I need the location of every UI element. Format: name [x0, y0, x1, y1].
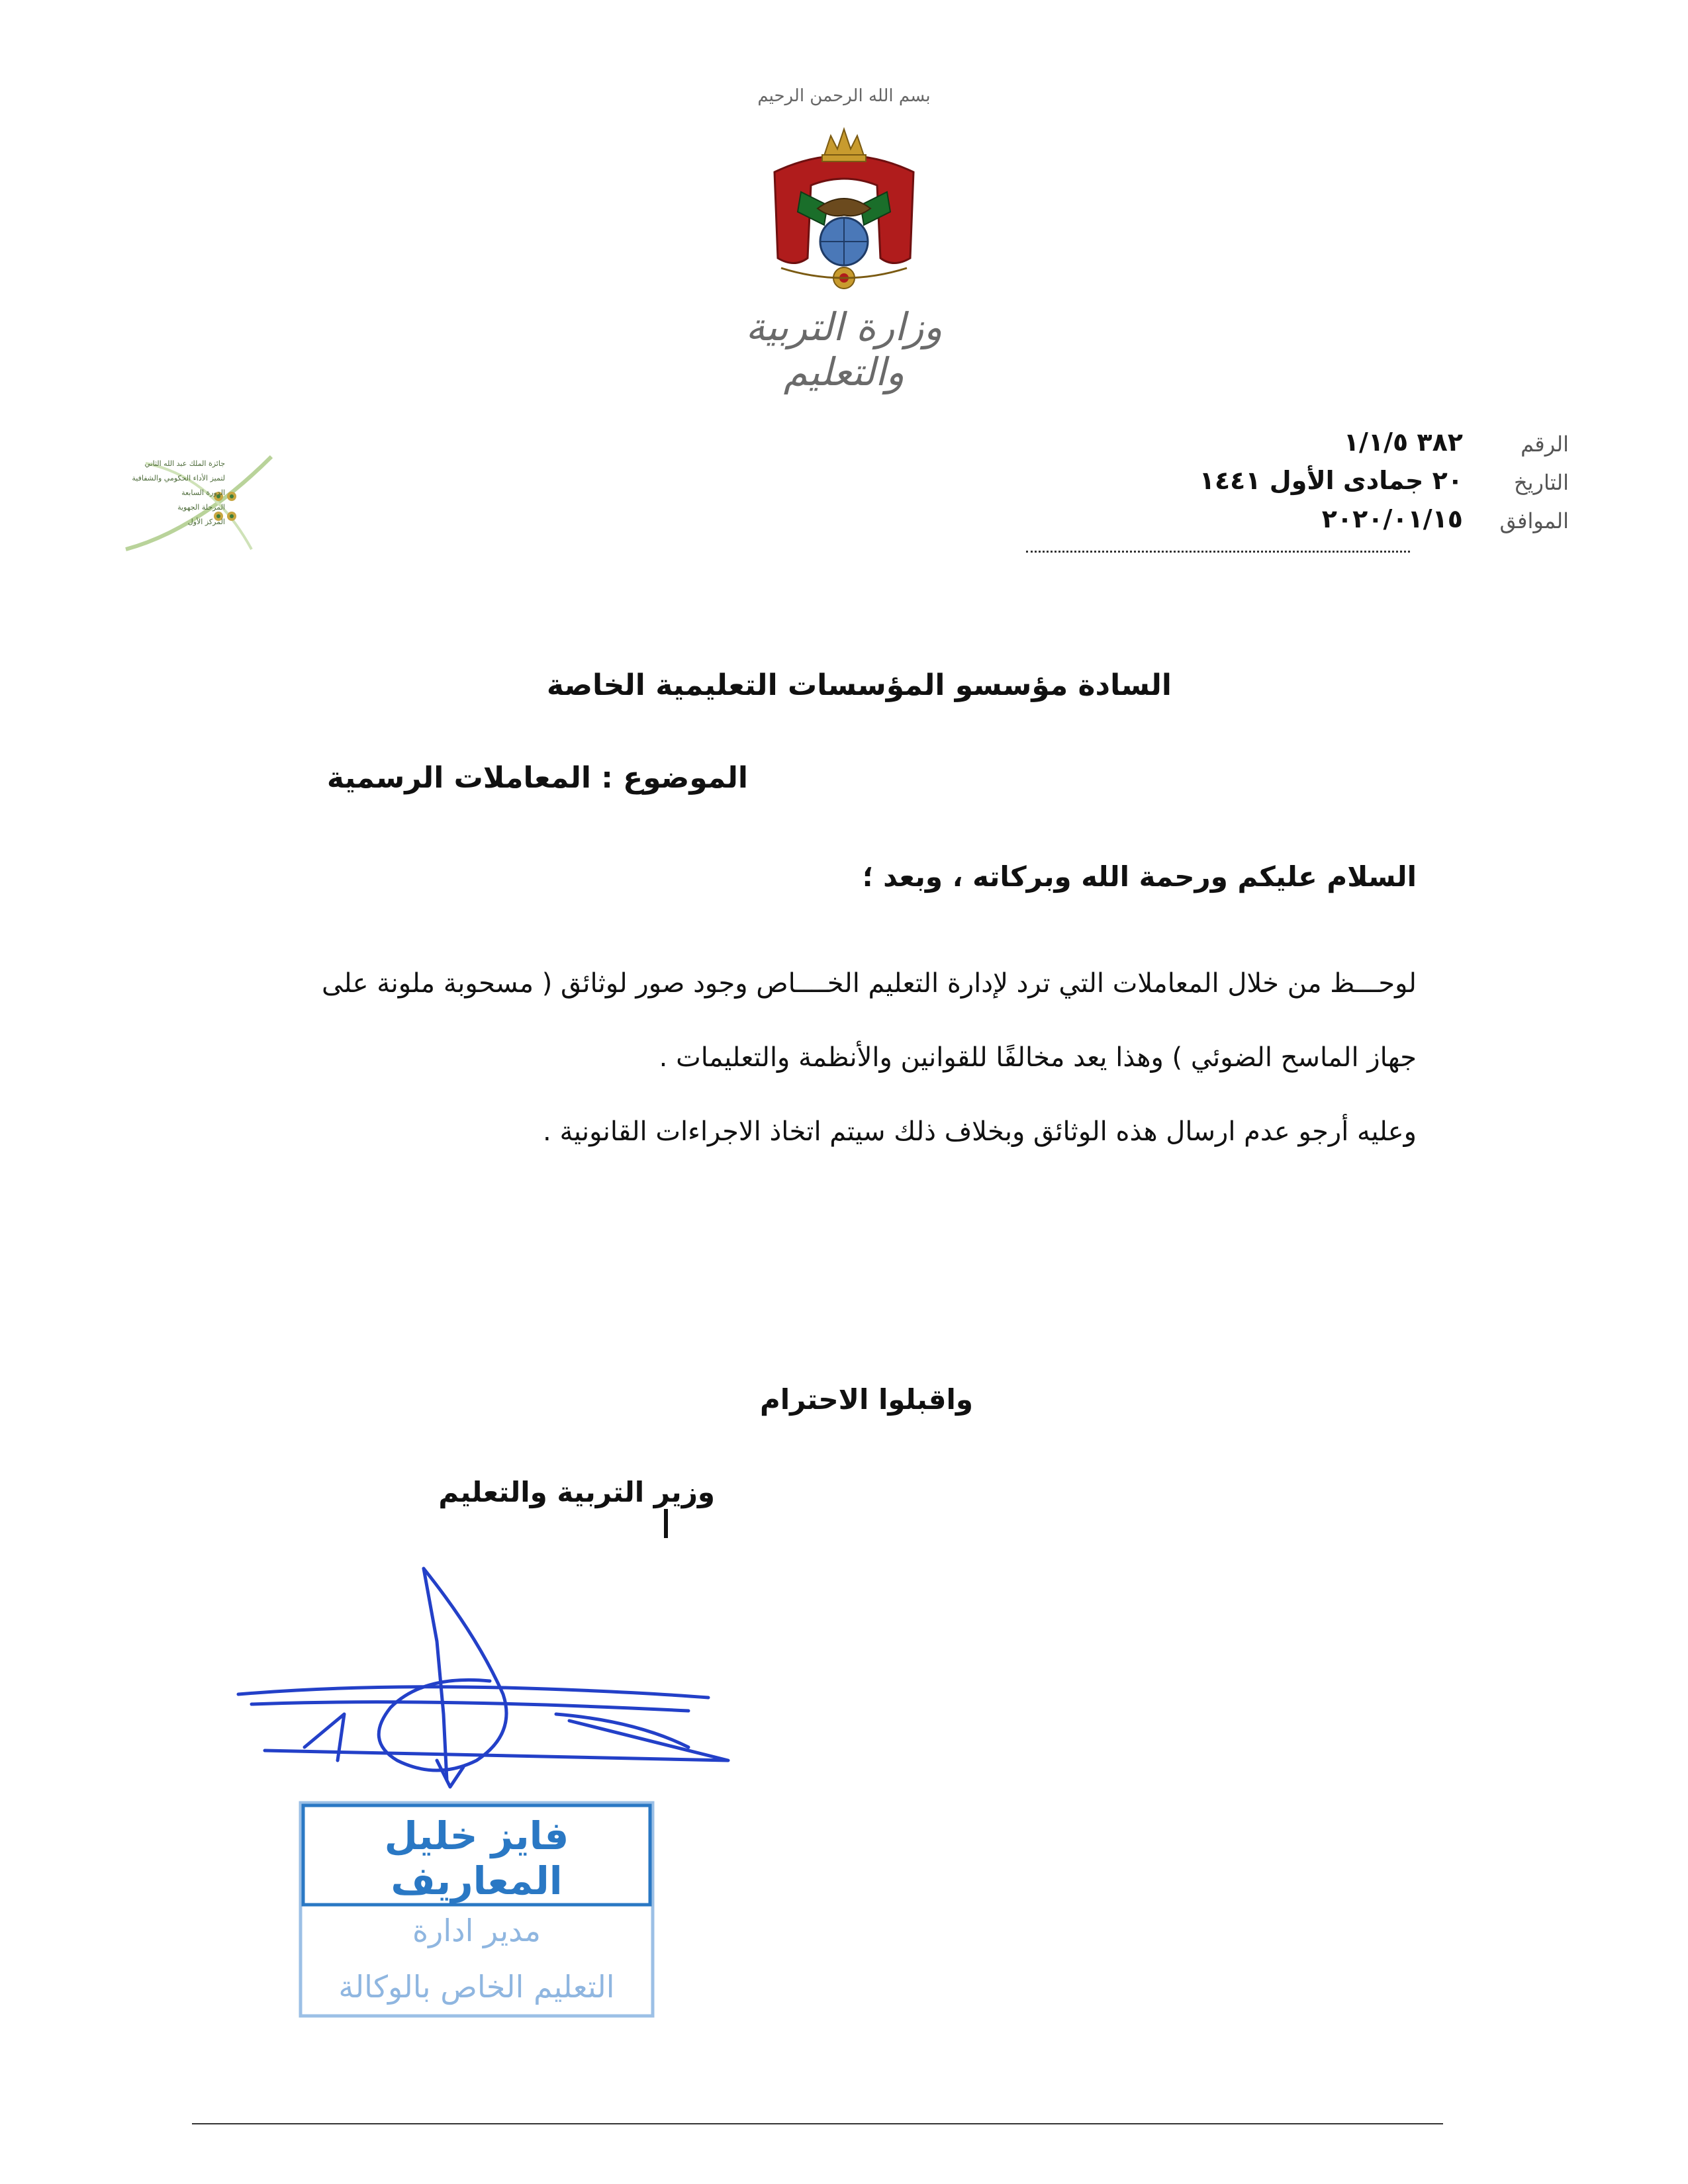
subject: الموضوع : المعاملات الرسمية — [326, 761, 748, 795]
greeting: السلام عليكم ورحمة الله وبركاته ، وبعد ؛ — [862, 860, 1417, 893]
reference-corresponding-row — [973, 500, 1569, 533]
badge-line: المرحلة الجهوية — [177, 503, 225, 512]
reference-date-row — [973, 462, 1569, 495]
award-badge-text — [126, 457, 225, 529]
badge-line: المركز الأول — [187, 518, 225, 526]
reference-number-row — [973, 424, 1569, 457]
reference-date-value: ٢٠ جمادى الأول ١٤٤١ — [1199, 466, 1463, 495]
letter-body — [278, 946, 1417, 1169]
reference-corresponding-value: ٢٠٢٠/٠١/١٥ — [1321, 504, 1463, 533]
ministry-title: وزارة التربية والتعليم — [745, 304, 943, 394]
footer-divider — [192, 2123, 1443, 2124]
reference-block — [973, 424, 1569, 533]
reference-underline — [1026, 551, 1410, 553]
reference-date-label: التاريخ — [1513, 470, 1569, 495]
stamp-position: مدير ادارة — [412, 1913, 541, 1948]
badge-line: الدورة السابعة — [181, 488, 225, 497]
basmala: بسم الله الرحمن الرحيم — [757, 86, 931, 106]
margin-mark — [664, 1509, 668, 1538]
body-paragraph: وعليه أرجو عدم ارسال هذه الوثائق وبخلاف ذلك سيتم اتخاذ الاجراءات القانونية . — [543, 1116, 1417, 1147]
reference-corresponding-label: الموافق — [1499, 508, 1569, 533]
handwritten-signature — [225, 1562, 741, 1840]
signature-title: وزير التربية والتعليم — [438, 1476, 715, 1508]
stamp-department: التعليم الخاص بالوكالة — [338, 1969, 615, 2005]
reference-number-label: الرقم — [1521, 432, 1569, 457]
closing: واقبلوا الاحترام — [759, 1383, 973, 1416]
reference-number-value: ٣٨٢ ١/١/٥ — [1343, 428, 1463, 457]
badge-line: لتميز الأداء الحكومي والشفافية — [132, 474, 225, 482]
coat-of-arms-icon — [761, 126, 927, 298]
badge-line: جائزة الملك عبد الله الثاني — [144, 459, 225, 468]
body-paragraph: لوحـــظ من خلال المعاملات التي ترد لإدارة التعليم الخــــاص وجود صور لوثائق ( مسحوبة ملونة على جهاز الماسح الضوئي ) وهذا يعد مخالفًا للقوانين والأنظمة والتعليمات . — [322, 968, 1417, 1073]
stamp-name: فايز خليل المعاريف — [384, 1813, 569, 1903]
addressee: السادة مؤسسو المؤسسات التعليمية الخاصة — [546, 668, 1172, 702]
